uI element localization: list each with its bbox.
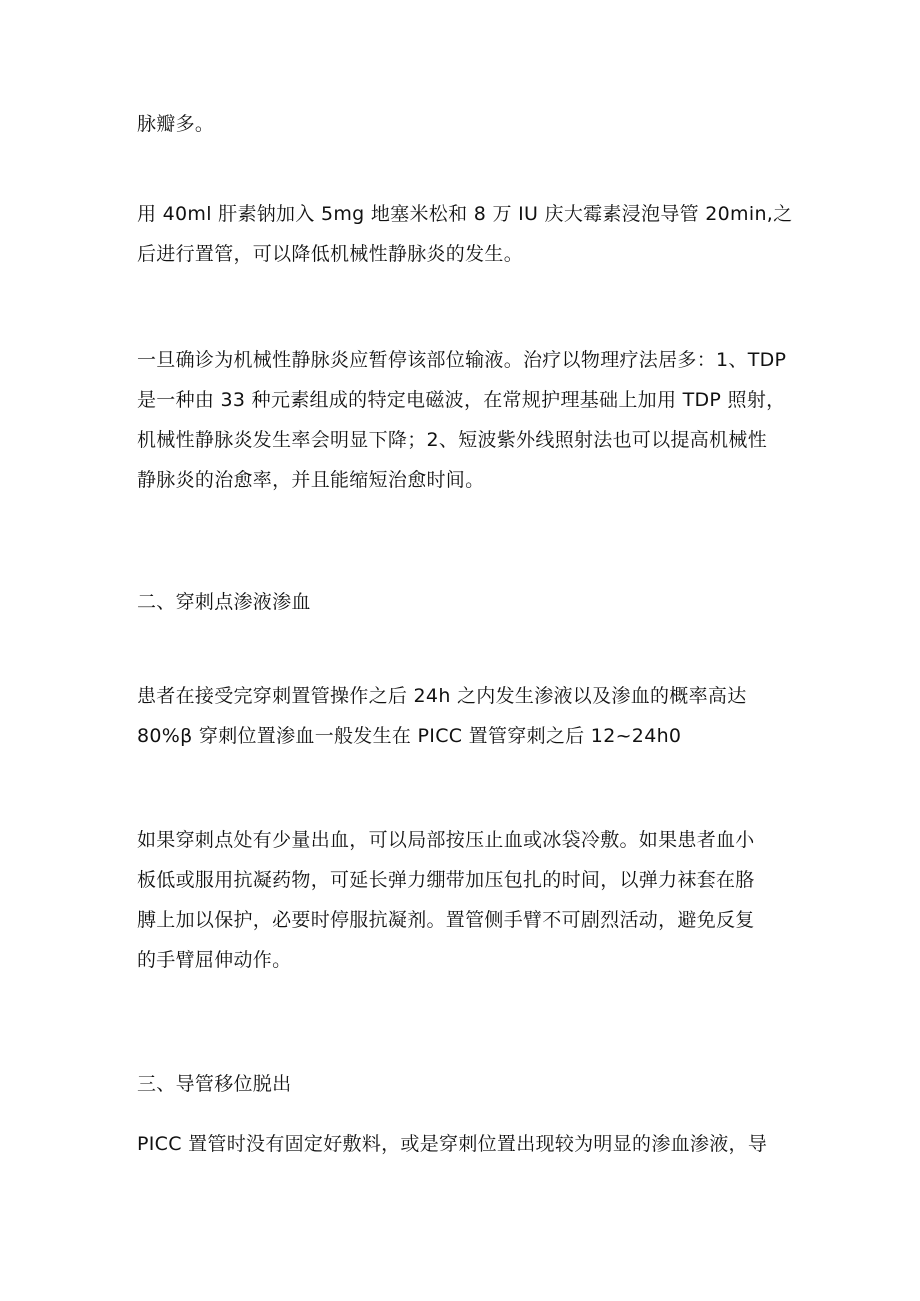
text-line: 是一种由 33 种元素组成的特定电磁波，在常规护理基础上加用 TDP 照射， [137,389,786,411]
text-line: 膊上加以保护，必要时停服抗凝剂。置管侧手臂不可剧烈活动，避免反复 [137,909,755,931]
text-line: 机械性静脉炎发生率会明显下降；2、短波紫外线照射法也可以提高机械性 [137,429,767,451]
text-line: PICC 置管时没有固定好敷料，或是穿刺位置出现较为明显的渗血渗液，导 [137,1133,768,1155]
paragraph-heparin-soak [137,194,797,274]
paragraph-physical-therapy [137,340,797,500]
text-line: 一旦确诊为机械性静脉炎应暂停该部位输液。治疗以物理疗法居多：1、TDP [137,349,787,371]
text-line: 的手臂屈伸动作。 [137,949,292,971]
paragraph-bleeding-rate [137,676,797,756]
text-line: 用 40ml 肝素钠加入 5mg 地塞米松和 8 万 IU 庆大霉素浸泡导管 20min,之 [137,203,793,225]
text-line: 患者在接受完穿刺置管操作之后 24h 之内发生渗液以及渗血的概率高达 [137,685,747,707]
paragraph-catheter-displacement [137,1124,797,1164]
text-line: 80%β 穿刺位置渗血一般发生在 PICC 置管穿刺之后 12~24h0 [137,725,682,747]
paragraph-bleeding-care [137,820,797,980]
text-line: 后进行置管，可以降低机械性静脉炎的发生。 [137,243,524,265]
text-line: 静脉炎的治愈率，并且能缩短治愈时间。 [137,469,485,491]
paragraph-continuation [137,104,797,144]
heading-text: 三、导管移位脱出 [137,1073,292,1095]
heading-text: 二、穿刺点渗液渗血 [137,591,311,613]
section-heading-puncture-bleeding [137,582,797,622]
text-line: 板低或服用抗凝药物，可延长弹力绷带加压包扎的时间，以弹力袜套在胳 [137,869,755,891]
text-line: 如果穿刺点处有少量出血，可以局部按压止血或冰袋冷敷。如果患者血小 [137,829,755,851]
section-heading-catheter-displacement [137,1064,797,1104]
text-line: 脉瓣多。 [137,113,215,135]
